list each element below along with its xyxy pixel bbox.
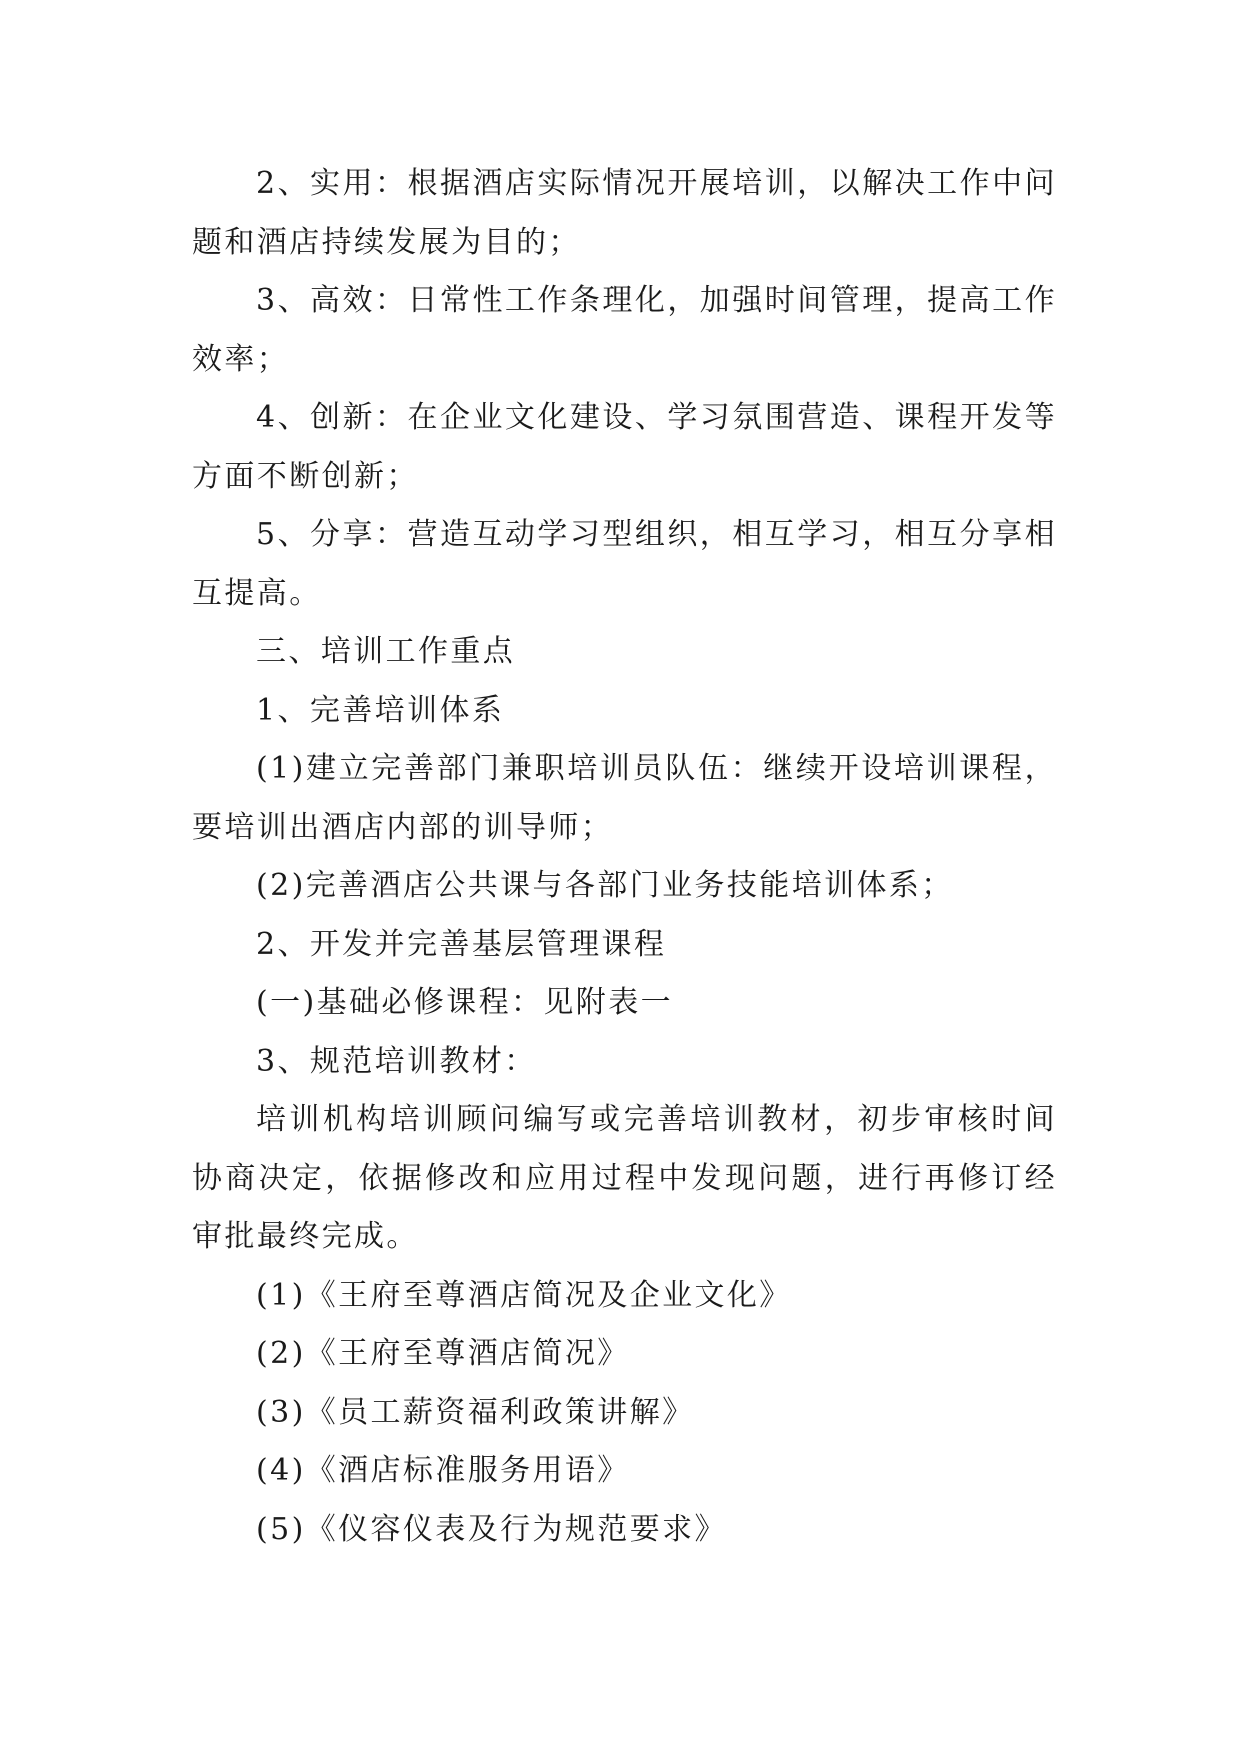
list-item-material-1: (1)《王府至尊酒店简况及企业文化》	[256, 1277, 792, 1313]
paragraph-principle-practical: 2、实用：根据酒店实际情况开展培训，以解决工作中问题和酒店持续发展为目的；	[192, 166, 1057, 260]
list-item-public-courses: (2)完善酒店公共课与各部门业务技能培训体系；	[256, 868, 954, 903]
subheading-training-system: 1、完善培训体系	[256, 692, 505, 728]
document-body	[192, 155, 1057, 1559]
list-item-material-4: (4)《酒店标准服务用语》	[256, 1453, 630, 1488]
paragraph-materials-process: 培训机构培训顾问编写或完善培训教材，初步审核时间协商决定，依据修改和应用过程中发现问题，进行再修订经审批最终完成。	[192, 1102, 1057, 1254]
list-item-material-3: (3)《员工薪资福利政策讲解》	[256, 1394, 695, 1430]
list-item-trainer-team: (1)建立完善部门兼职培训员队伍：继续开设培训课程，要培训出酒店内部的训导师；	[192, 751, 1057, 845]
list-item-required-courses: (一)基础必修课程：见附表一	[256, 985, 674, 1020]
paragraph-principle-efficient: 3、高效：日常性工作条理化，加强时间管理，提高工作效率；	[192, 283, 1057, 377]
paragraph-principle-innovation: 4、创新：在企业文化建设、学习氛围营造、课程开发等方面不断创新；	[192, 400, 1057, 494]
subheading-management-courses: 2、开发并完善基层管理课程	[256, 926, 667, 962]
paragraph-principle-sharing: 5、分享：营造互动学习型组织，相互学习，相互分享相互提高。	[192, 517, 1057, 611]
section-heading-training-focus: 三、培训工作重点	[256, 634, 516, 669]
list-item-material-2: (2)《王府至尊酒店简况》	[256, 1336, 630, 1371]
list-item-material-5: (5)《仪容仪表及行为规范要求》	[256, 1511, 727, 1547]
subheading-training-materials: 3、规范培训教材：	[256, 1043, 537, 1079]
